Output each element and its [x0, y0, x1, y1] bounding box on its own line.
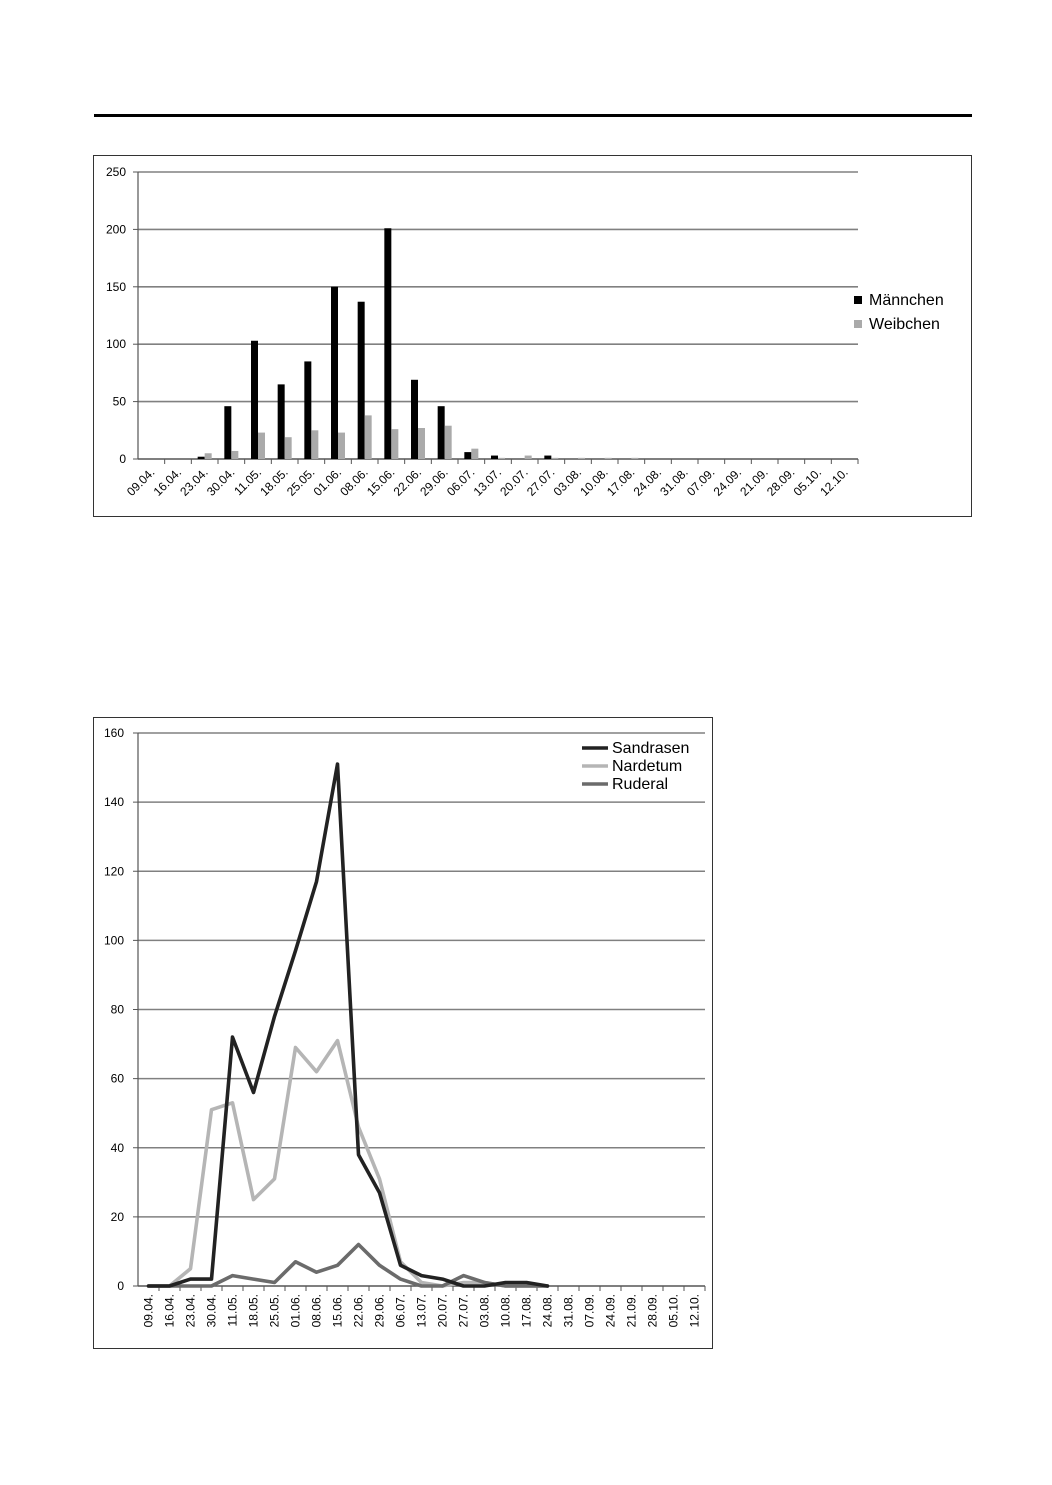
bar-weibchen [365, 415, 372, 459]
x-tick-label: 31.08. [657, 465, 691, 499]
x-tick-label: 12.10. [687, 1294, 702, 1328]
bar-männchen [251, 341, 258, 459]
x-tick-label: 24.09. [710, 465, 745, 499]
bar-männchen [304, 361, 311, 459]
x-tick-label: 24.08. [540, 1294, 555, 1328]
x-tick-label: 21.09. [624, 1294, 639, 1328]
bar-männchen [464, 452, 471, 459]
x-tick-label: 28.09. [645, 1294, 660, 1328]
x-tick-label: 07.09. [683, 465, 718, 499]
x-tick-label: 21.09. [737, 465, 771, 499]
x-tick-label: 13.07. [414, 1294, 429, 1328]
y-tick-label: 140 [103, 795, 124, 810]
x-tick-label: 22.06. [351, 1294, 366, 1328]
y-tick-label: 200 [105, 222, 126, 237]
x-tick-label: 30.04. [204, 1294, 219, 1328]
y-tick-label: 60 [110, 1071, 124, 1086]
bar-weibchen [338, 433, 345, 459]
y-tick-label: 50 [112, 394, 126, 409]
x-tick-label: 01.06. [310, 465, 345, 499]
bar-weibchen [578, 458, 585, 459]
x-tick-label: 15.06. [363, 465, 398, 499]
x-tick-label: 24.08. [630, 465, 665, 499]
x-tick-label: 29.06. [372, 1294, 387, 1328]
x-tick-label: 29.06. [417, 465, 451, 499]
x-tick-label: 22.06. [390, 465, 425, 499]
x-tick-label: 09.04. [141, 1294, 156, 1328]
bar-männchen [491, 456, 498, 459]
y-tick-label: 100 [105, 337, 126, 352]
x-tick-label: 28.09. [763, 465, 798, 499]
x-tick-label: 17.08. [519, 1294, 534, 1328]
x-tick-label: 03.08. [477, 1294, 492, 1328]
x-tick-label: 12.10. [817, 465, 851, 499]
x-tick-label: 11.05. [225, 1294, 240, 1327]
x-tick-label: 11.05. [231, 465, 265, 499]
x-tick-label: 05.10. [790, 465, 825, 499]
line-chart-frame [93, 717, 713, 1349]
x-tick-label: 06.07. [393, 1294, 408, 1328]
bar-männchen [358, 302, 365, 459]
bar-weibchen [311, 430, 318, 459]
y-tick-label: 20 [110, 1209, 124, 1224]
legend-label-weibchen: Weibchen [869, 316, 940, 333]
bar-weibchen [418, 428, 425, 459]
line-chart [94, 718, 714, 1350]
x-tick-label: 13.07. [470, 465, 505, 499]
bar-weibchen [631, 458, 638, 459]
x-tick-label: 25.05. [283, 465, 318, 499]
legend-label-nardetum: Nardetum [612, 758, 683, 775]
legend-swatch-weibchen [854, 320, 862, 328]
x-tick-label: 17.08. [603, 465, 638, 499]
x-tick-label: 16.04. [162, 1294, 177, 1328]
bar-männchen [544, 456, 551, 459]
x-tick-label: 07.09. [582, 1294, 597, 1328]
x-tick-label: 23.04. [183, 1294, 198, 1328]
x-tick-label: 06.07. [443, 465, 478, 499]
bar-weibchen [231, 451, 238, 459]
x-tick-label: 09.04. [123, 465, 158, 499]
bar-chart [94, 156, 973, 518]
bar-weibchen [205, 453, 212, 459]
top-rule [94, 114, 972, 117]
x-tick-label: 27.07. [523, 465, 558, 499]
x-tick-label: 08.06. [337, 465, 371, 499]
x-tick-label: 20.07. [435, 1294, 450, 1328]
bar-männchen [198, 457, 205, 459]
bar-chart-frame [93, 155, 972, 517]
bar-weibchen [258, 433, 265, 459]
x-tick-label: 30.04. [203, 465, 238, 499]
bar-weibchen [605, 458, 612, 459]
legend-label-männchen: Männchen [869, 292, 944, 309]
legend-label-ruderal: Ruderal [612, 776, 669, 793]
x-tick-label: 27.07. [456, 1294, 471, 1328]
x-tick-label: 01.06. [288, 1294, 303, 1328]
bar-weibchen [285, 437, 292, 459]
bar-männchen [411, 380, 418, 459]
y-tick-label: 160 [103, 726, 124, 740]
bar-weibchen [525, 456, 532, 459]
bar-weibchen [391, 429, 398, 459]
x-tick-label: 08.06. [309, 1294, 324, 1328]
x-tick-label: 18.05. [257, 465, 291, 499]
x-tick-label: 24.09. [603, 1294, 618, 1328]
x-tick-label: 23.04. [177, 465, 211, 499]
x-tick-label: 18.05. [246, 1294, 261, 1328]
x-tick-label: 31.08. [561, 1294, 576, 1328]
y-tick-label: 40 [110, 1140, 124, 1155]
series-line-nardetum [149, 1041, 548, 1286]
y-tick-label: 0 [117, 1279, 124, 1293]
bar-männchen [224, 406, 231, 459]
y-tick-label: 100 [103, 933, 124, 948]
x-tick-label: 03.08. [550, 465, 585, 499]
x-tick-label: 05.10. [666, 1294, 681, 1328]
x-tick-label: 10.08. [577, 465, 611, 499]
legend-label-sandrasen: Sandrasen [612, 740, 690, 757]
x-tick-label: 20.07. [497, 465, 531, 499]
bar-weibchen [551, 458, 558, 459]
bar-weibchen [445, 426, 452, 459]
bar-weibchen [498, 458, 505, 459]
y-tick-label: 80 [110, 1002, 124, 1017]
x-tick-label: 10.08. [498, 1294, 513, 1328]
series-line-sandrasen [149, 764, 548, 1286]
bar-männchen [278, 384, 285, 459]
y-tick-label: 150 [105, 279, 126, 294]
legend-swatch-männchen [854, 296, 862, 304]
x-tick-label: 25.05. [267, 1294, 282, 1328]
bar-weibchen [471, 449, 478, 459]
y-tick-label: 120 [103, 864, 124, 879]
y-tick-label: 250 [105, 165, 126, 179]
x-tick-label: 15.06. [330, 1294, 345, 1328]
bar-männchen [384, 228, 391, 459]
bar-männchen [438, 406, 445, 459]
x-tick-label: 16.04. [150, 465, 185, 499]
y-tick-label: 0 [119, 452, 126, 466]
bar-männchen [331, 287, 338, 459]
